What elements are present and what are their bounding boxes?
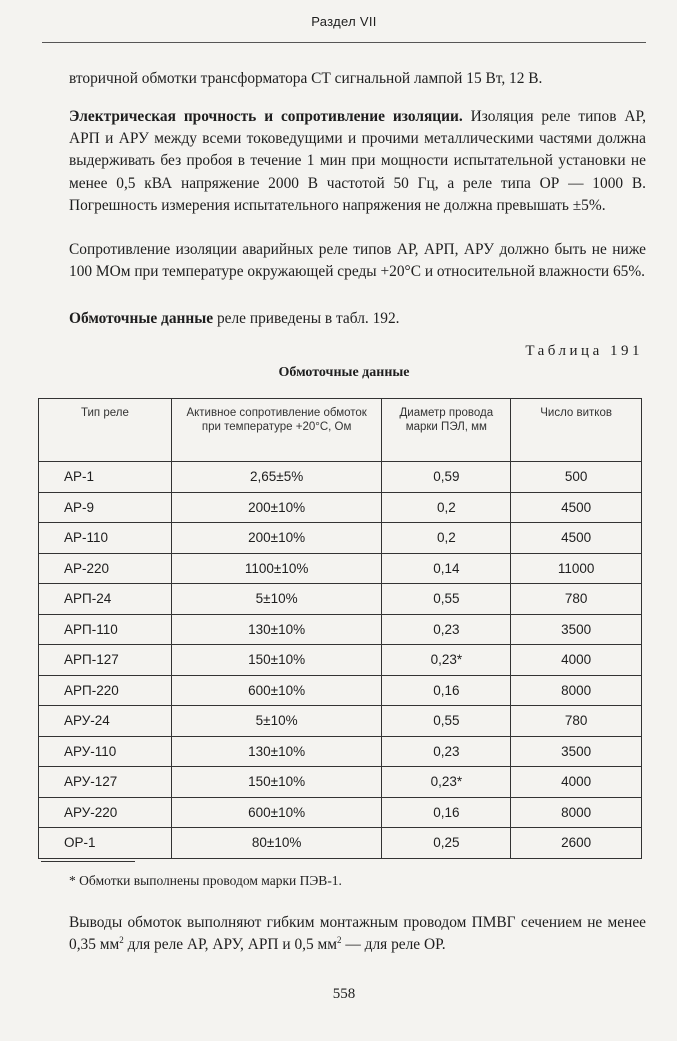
header-turns: Число витков [511, 399, 642, 462]
cell-resistance: 200±10% [171, 492, 382, 523]
cell-turns: 3500 [511, 736, 642, 767]
cell-resistance: 2,65±5% [171, 462, 382, 493]
cell-relay-type: АР-220 [39, 553, 172, 584]
cell-resistance: 5±10% [171, 706, 382, 737]
table-row [39, 828, 642, 859]
table-row [39, 462, 642, 493]
cell-turns: 4000 [511, 767, 642, 798]
cell-relay-type: АР-9 [39, 492, 172, 523]
cell-turns: 8000 [511, 675, 642, 706]
cell-relay-type: АР-110 [39, 523, 172, 554]
winding-data-table [38, 398, 642, 859]
winding-heading: Обмоточные данные [69, 310, 214, 327]
cell-relay-type: АРП-24 [39, 584, 172, 615]
cell-turns: 4000 [511, 645, 642, 676]
cell-wire-diameter: 0,14 [382, 553, 511, 584]
header-resistance: Активное сопротивление обмоток при температуре +20°С, Ом [171, 399, 382, 462]
cell-relay-type: АРУ-110 [39, 736, 172, 767]
cell-wire-diameter: 0,55 [382, 584, 511, 615]
table-row [39, 553, 642, 584]
cell-resistance: 600±10% [171, 675, 382, 706]
cell-turns: 11000 [511, 553, 642, 584]
cell-resistance: 1100±10% [171, 553, 382, 584]
winding-text: реле приведены в табл. 192. [213, 310, 400, 327]
leads-sup-2: 2 [337, 935, 342, 946]
table-row [39, 492, 642, 523]
footnote-rule [41, 861, 135, 862]
cell-wire-diameter: 0,59 [382, 462, 511, 493]
cell-turns: 780 [511, 584, 642, 615]
paragraph-winding-ref [69, 308, 646, 330]
cell-resistance: 600±10% [171, 797, 382, 828]
insulation-heading: Электрическая прочность и сопротивление изоляции. [69, 108, 463, 125]
cell-resistance: 150±10% [171, 767, 382, 798]
cell-wire-diameter: 0,25 [382, 828, 511, 859]
page-number: 558 [332, 986, 356, 1002]
table-row [39, 584, 642, 615]
cell-turns: 3500 [511, 614, 642, 645]
cell-relay-type: АРУ-220 [39, 797, 172, 828]
cell-wire-diameter: 0,23* [382, 645, 511, 676]
cell-turns: 500 [511, 462, 642, 493]
cell-wire-diameter: 0,2 [382, 492, 511, 523]
cell-wire-diameter: 0,2 [382, 523, 511, 554]
table-row [39, 736, 642, 767]
table-title: Обмоточные данные [278, 365, 410, 380]
insulation-text: Изоляция реле типов АР, АРП и АРУ между всеми токоведущими и прочими металлическими частями должна выдерживать без пробоя в течение 1 мин при мощности испытательной установки не менее 0,5 кВА напряжение 2000 В частотой 50 Гц, а реле типа ОР — 1000 В. Погрешность измерения испытательного напряжения не должна превышать ±5%. [69, 108, 646, 214]
cell-turns: 8000 [511, 797, 642, 828]
table-row [39, 797, 642, 828]
cell-wire-diameter: 0,23* [382, 767, 511, 798]
cell-resistance: 80±10% [171, 828, 382, 859]
table-row [39, 706, 642, 737]
table-number: Таблица 191 [525, 343, 643, 359]
cell-resistance: 130±10% [171, 614, 382, 645]
cell-turns: 780 [511, 706, 642, 737]
leads-text-c: — для реле ОР. [341, 936, 446, 954]
cell-turns: 4500 [511, 523, 642, 554]
cell-resistance: 150±10% [171, 645, 382, 676]
cell-wire-diameter: 0,16 [382, 675, 511, 706]
table-row [39, 675, 642, 706]
table-row [39, 614, 642, 645]
paragraph-resistance: Сопротивление изоляции аварийных реле типов АР, АРП, АРУ должно быть не ниже 100 МОм при температуре окружающей среды +20°С и относительной влажности 65%. [69, 241, 646, 281]
cell-turns: 2600 [511, 828, 642, 859]
header-relay-type: Тип реле [39, 399, 172, 462]
cell-resistance: 200±10% [171, 523, 382, 554]
cell-relay-type: АРП-127 [39, 645, 172, 676]
cell-wire-diameter: 0,23 [382, 614, 511, 645]
paragraph-leads [69, 912, 646, 956]
paragraph-continuation: вторичной обмотки трансформатора СТ сигнальной лампой 15 Вт, 12 В. [69, 70, 543, 87]
cell-wire-diameter: 0,16 [382, 797, 511, 828]
cell-relay-type: ОР-1 [39, 828, 172, 859]
paragraph-insulation [69, 106, 646, 217]
cell-relay-type: АРП-110 [39, 614, 172, 645]
cell-turns: 4500 [511, 492, 642, 523]
leads-text-a: Выводы обмоток выполняют гибким монтажным проводом ПМВГ сечением не менее 0,35 мм [69, 914, 646, 954]
table-row [39, 767, 642, 798]
leads-sup-1: 2 [119, 935, 124, 946]
header-rule [42, 42, 646, 43]
cell-relay-type: АРП-220 [39, 675, 172, 706]
table-row [39, 645, 642, 676]
header-wire-diameter: Диаметр провода марки ПЭЛ, мм [382, 399, 511, 462]
cell-resistance: 5±10% [171, 584, 382, 615]
table-header-row [39, 399, 642, 462]
cell-relay-type: АР-1 [39, 462, 172, 493]
cell-resistance: 130±10% [171, 736, 382, 767]
cell-wire-diameter: 0,23 [382, 736, 511, 767]
cell-relay-type: АРУ-24 [39, 706, 172, 737]
table-body [39, 462, 642, 859]
cell-wire-diameter: 0,55 [382, 706, 511, 737]
section-header: Раздел VII [311, 14, 377, 29]
leads-text-b: для реле АР, АРУ, АРП и 0,5 мм [123, 936, 338, 954]
cell-relay-type: АРУ-127 [39, 767, 172, 798]
table-row [39, 523, 642, 554]
table-footnote: * Обмотки выполнены проводом марки ПЭВ-1. [69, 873, 342, 888]
